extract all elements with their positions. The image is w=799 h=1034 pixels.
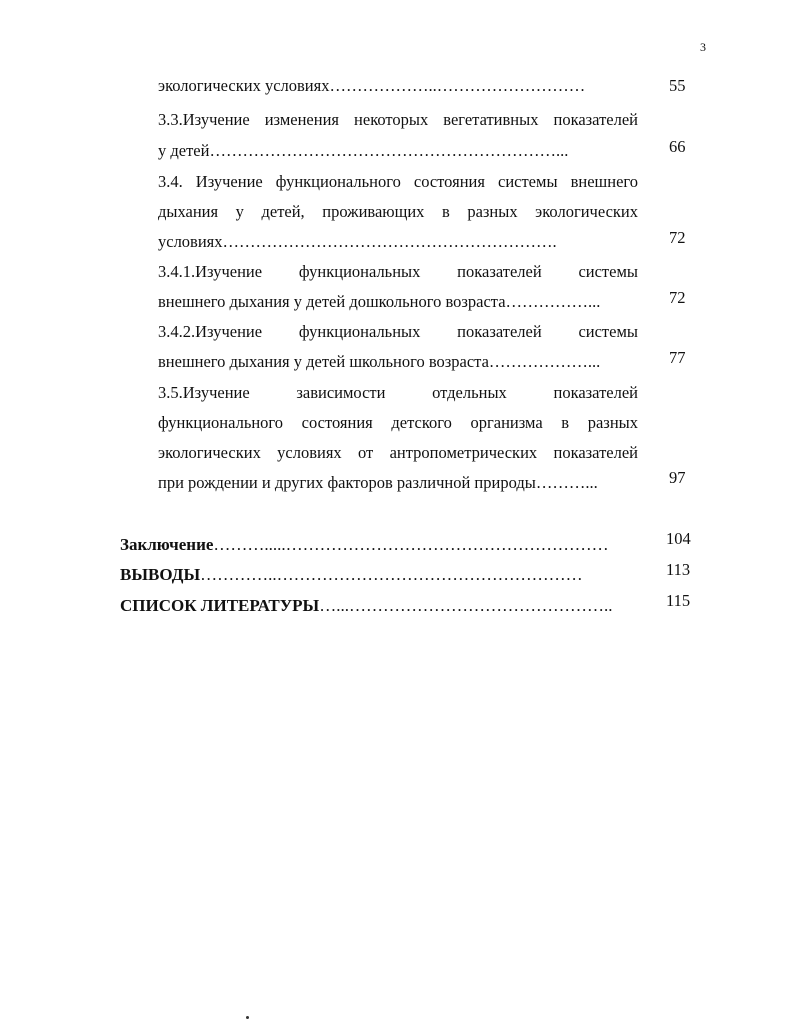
- toc-entry-line: 3.3.Изучение изменения некоторых вегетативных показателей: [158, 110, 638, 129]
- toc-entry-line: функционального состояния детского организма в разных: [158, 413, 638, 432]
- scan-speck: [246, 1016, 249, 1019]
- toc-section-references: [120, 596, 638, 616]
- dot-leader: ……….....…………………………………………………: [213, 535, 609, 554]
- toc-page-number: 104: [666, 529, 691, 548]
- toc-page-number: 77: [669, 348, 686, 367]
- toc-entry-line: у детей………………………………………………………...: [158, 141, 569, 160]
- toc-page-number: 115: [666, 591, 691, 610]
- section-title: СПИСОК ЛИТЕРАТУРЫ: [120, 596, 320, 615]
- toc-entry-line: экологических условиях………………..………………………: [158, 76, 586, 95]
- toc-entry-line: при рождении и других факторов различной природы………...: [158, 473, 598, 492]
- toc-page-number: 66: [669, 137, 686, 156]
- dot-leader: …...………………………………………..: [319, 596, 613, 615]
- dot-leader: …………..………………………………………………: [200, 565, 583, 584]
- toc-entry-line: внешнего дыхания у детей дошкольного возраста……………...: [158, 292, 601, 311]
- toc-entry-line: 3.4.1.Изучение функциональных показателей системы: [158, 262, 638, 281]
- toc-entry-line: дыхания у детей, проживающих в разных экологических: [158, 202, 638, 221]
- toc-entry-line: 3.4. Изучение функционального состояния системы внешнего: [158, 172, 638, 191]
- toc-section-conclusions: [120, 565, 638, 585]
- toc-page-number: 113: [666, 560, 691, 579]
- section-title: ВЫВОДЫ: [120, 565, 201, 584]
- toc-section-conclusion: [120, 535, 638, 555]
- page-number: 3: [700, 40, 706, 54]
- toc-entry-line: 3.5.Изучение зависимости отдельных показателей: [158, 383, 638, 402]
- toc-entry-line: 3.4.2.Изучение функциональных показателей системы: [158, 322, 638, 341]
- toc-page-number: 72: [669, 228, 686, 247]
- toc-entry-line: экологических условиях от антропометрических показателей: [158, 443, 638, 462]
- toc-entry-line: условиях…………………………………………………….: [158, 232, 557, 251]
- toc-page-number: 72: [669, 288, 686, 307]
- section-title: Заключение: [120, 535, 214, 554]
- toc-page-number: 55: [669, 76, 686, 95]
- toc-entry-line: внешнего дыхания у детей школьного возраста………………...: [158, 352, 601, 371]
- toc-page-number: 97: [669, 468, 686, 487]
